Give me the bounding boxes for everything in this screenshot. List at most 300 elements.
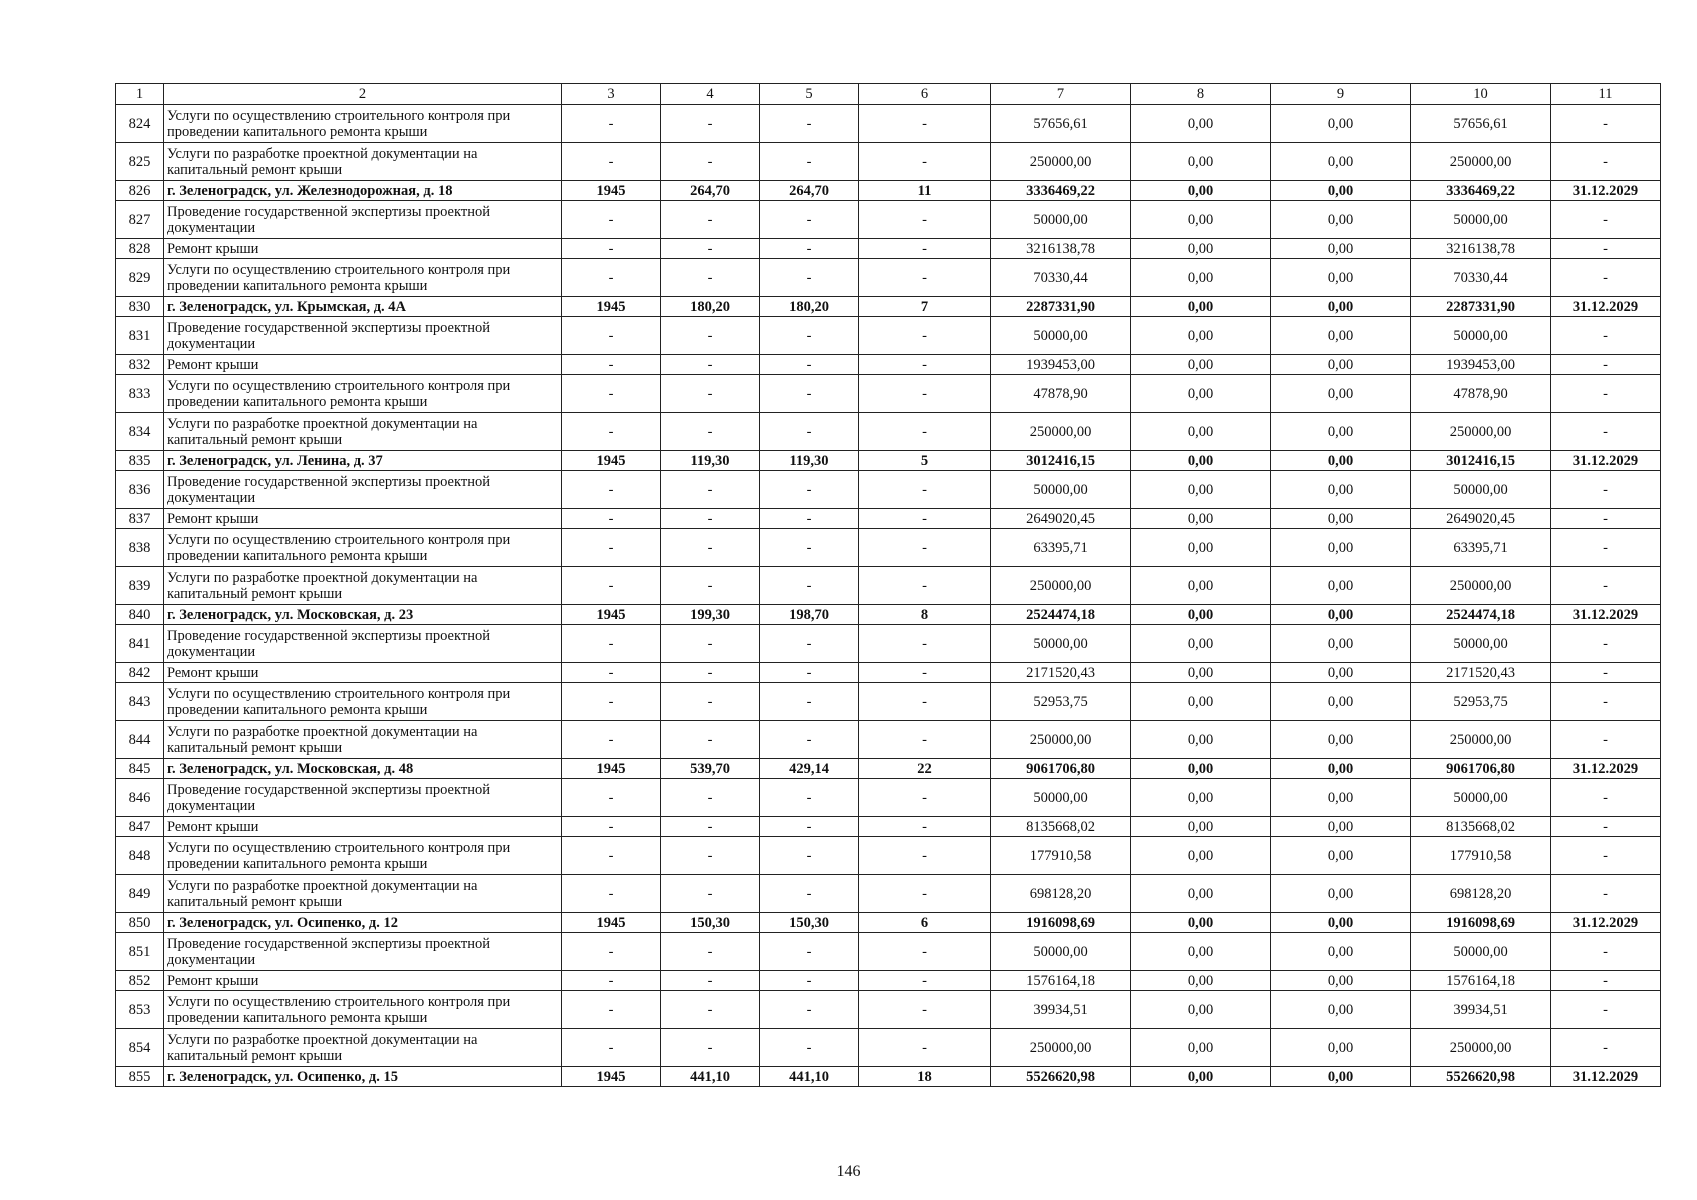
cell-deadline: 31.12.2029 <box>1551 759 1661 779</box>
column-header-area-living: 5 <box>760 84 859 105</box>
cell-year: - <box>562 105 661 143</box>
cell-area-total: - <box>661 471 760 509</box>
column-header-fund-owners: 10 <box>1411 84 1551 105</box>
cell-year: - <box>562 971 661 991</box>
cell-year: - <box>562 875 661 913</box>
work-item-row <box>116 355 1661 375</box>
cell-deadline: 31.12.2029 <box>1551 605 1661 625</box>
cell-residents: - <box>859 567 991 605</box>
cell-row-number: 838 <box>116 529 164 567</box>
cell-deadline: 31.12.2029 <box>1551 913 1661 933</box>
cell-fund-federal: 0,00 <box>1131 105 1271 143</box>
cell-area-living: - <box>760 971 859 991</box>
cell-area-living: - <box>760 875 859 913</box>
column-header-area-total: 4 <box>661 84 760 105</box>
cell-row-number: 854 <box>116 1029 164 1067</box>
cell-cost-total: 698128,20 <box>991 875 1131 913</box>
repair-plan-table <box>115 83 1661 1087</box>
cell-row-number: 843 <box>116 683 164 721</box>
cell-residents: - <box>859 529 991 567</box>
address-row <box>116 297 1661 317</box>
cell-year: 1945 <box>562 181 661 201</box>
cell-area-total: - <box>661 375 760 413</box>
cell-area-living: - <box>760 105 859 143</box>
cell-fund-regional: 0,00 <box>1271 471 1411 509</box>
cell-deadline: - <box>1551 1029 1661 1067</box>
cell-row-number: 846 <box>116 779 164 817</box>
cell-row-number: 833 <box>116 375 164 413</box>
cell-fund-owners: 2649020,45 <box>1411 509 1551 529</box>
cell-area-living: - <box>760 143 859 181</box>
address-row <box>116 181 1661 201</box>
column-number-header-row <box>116 84 1661 105</box>
cell-deadline: - <box>1551 259 1661 297</box>
cell-deadline: - <box>1551 471 1661 509</box>
cell-fund-owners: 2287331,90 <box>1411 297 1551 317</box>
cell-fund-regional: 0,00 <box>1271 259 1411 297</box>
cell-row-number: 840 <box>116 605 164 625</box>
cell-cost-total: 1576164,18 <box>991 971 1131 991</box>
cell-fund-regional: 0,00 <box>1271 297 1411 317</box>
cell-work-name: г. Зеленоградск, ул. Осипенко, д. 12 <box>164 913 562 933</box>
cell-fund-regional: 0,00 <box>1271 663 1411 683</box>
cell-cost-total: 3336469,22 <box>991 181 1131 201</box>
cell-area-total: - <box>661 991 760 1029</box>
column-header-row-number: 1 <box>116 84 164 105</box>
cell-residents: - <box>859 837 991 875</box>
cell-deadline: - <box>1551 991 1661 1029</box>
address-row <box>116 759 1661 779</box>
cell-fund-federal: 0,00 <box>1131 779 1271 817</box>
cell-cost-total: 177910,58 <box>991 837 1131 875</box>
cell-deadline: 31.12.2029 <box>1551 297 1661 317</box>
cell-fund-owners: 250000,00 <box>1411 413 1551 451</box>
cell-deadline: - <box>1551 105 1661 143</box>
cell-work-name: г. Зеленоградск, ул. Железнодорожная, д. 18 <box>164 181 562 201</box>
cell-residents: - <box>859 375 991 413</box>
cell-cost-total: 1916098,69 <box>991 913 1131 933</box>
cell-deadline: - <box>1551 837 1661 875</box>
cell-residents: - <box>859 317 991 355</box>
cell-year: - <box>562 375 661 413</box>
cell-deadline: - <box>1551 933 1661 971</box>
cell-fund-federal: 0,00 <box>1131 759 1271 779</box>
cell-year: - <box>562 529 661 567</box>
cell-work-name: Ремонт крыши <box>164 663 562 683</box>
cell-area-living: 429,14 <box>760 759 859 779</box>
cell-cost-total: 250000,00 <box>991 1029 1131 1067</box>
cell-fund-owners: 5526620,98 <box>1411 1067 1551 1087</box>
cell-row-number: 835 <box>116 451 164 471</box>
cell-row-number: 844 <box>116 721 164 759</box>
cell-row-number: 850 <box>116 913 164 933</box>
cell-deadline: - <box>1551 567 1661 605</box>
cell-work-name: Ремонт крыши <box>164 239 562 259</box>
cell-fund-owners: 63395,71 <box>1411 529 1551 567</box>
cell-area-living: 180,20 <box>760 297 859 317</box>
cell-row-number: 839 <box>116 567 164 605</box>
cell-deadline: - <box>1551 355 1661 375</box>
cell-area-total: - <box>661 509 760 529</box>
cell-residents: - <box>859 105 991 143</box>
cell-fund-owners: 50000,00 <box>1411 471 1551 509</box>
cell-area-living: - <box>760 529 859 567</box>
work-item-row <box>116 413 1661 451</box>
cell-fund-regional: 0,00 <box>1271 971 1411 991</box>
cell-residents: 6 <box>859 913 991 933</box>
cell-work-name: Проведение государственной экспертизы проектной документации <box>164 317 562 355</box>
cell-area-living: - <box>760 933 859 971</box>
cell-area-total: - <box>661 355 760 375</box>
cell-fund-owners: 50000,00 <box>1411 779 1551 817</box>
cell-work-name: Услуги по разработке проектной документации на капитальный ремонт крыши <box>164 413 562 451</box>
cell-residents: - <box>859 721 991 759</box>
cell-area-living: - <box>760 625 859 663</box>
cell-row-number: 828 <box>116 239 164 259</box>
cell-year: - <box>562 817 661 837</box>
column-header-cost-total: 7 <box>991 84 1131 105</box>
cell-work-name: Проведение государственной экспертизы проектной документации <box>164 933 562 971</box>
cell-work-name: Ремонт крыши <box>164 509 562 529</box>
address-row <box>116 451 1661 471</box>
cell-fund-regional: 0,00 <box>1271 1029 1411 1067</box>
work-item-row <box>116 529 1661 567</box>
cell-deadline: - <box>1551 663 1661 683</box>
cell-work-name: Проведение государственной экспертизы проектной документации <box>164 625 562 663</box>
cell-area-total: - <box>661 239 760 259</box>
cell-year: - <box>562 509 661 529</box>
cell-fund-federal: 0,00 <box>1131 625 1271 663</box>
cell-fund-regional: 0,00 <box>1271 355 1411 375</box>
cell-year: - <box>562 201 661 239</box>
cell-year: - <box>562 567 661 605</box>
cell-residents: - <box>859 663 991 683</box>
cell-area-total: 441,10 <box>661 1067 760 1087</box>
cell-cost-total: 2524474,18 <box>991 605 1131 625</box>
cell-area-living: 198,70 <box>760 605 859 625</box>
cell-cost-total: 250000,00 <box>991 567 1131 605</box>
cell-fund-federal: 0,00 <box>1131 375 1271 413</box>
cell-row-number: 827 <box>116 201 164 239</box>
work-item-row <box>116 683 1661 721</box>
cell-area-total: - <box>661 1029 760 1067</box>
work-item-row <box>116 817 1661 837</box>
cell-cost-total: 3012416,15 <box>991 451 1131 471</box>
cell-area-total: - <box>661 663 760 683</box>
cell-row-number: 830 <box>116 297 164 317</box>
cell-residents: - <box>859 683 991 721</box>
work-item-row <box>116 239 1661 259</box>
cell-residents: - <box>859 259 991 297</box>
cell-fund-owners: 3336469,22 <box>1411 181 1551 201</box>
cell-area-total: 119,30 <box>661 451 760 471</box>
cell-fund-federal: 0,00 <box>1131 413 1271 451</box>
cell-area-living: - <box>760 413 859 451</box>
cell-fund-federal: 0,00 <box>1131 471 1271 509</box>
cell-year: - <box>562 259 661 297</box>
cell-cost-total: 50000,00 <box>991 625 1131 663</box>
cell-deadline: - <box>1551 683 1661 721</box>
cell-area-living: - <box>760 1029 859 1067</box>
cell-work-name: Ремонт крыши <box>164 355 562 375</box>
cell-fund-regional: 0,00 <box>1271 239 1411 259</box>
cell-area-total: - <box>661 683 760 721</box>
cell-fund-regional: 0,00 <box>1271 683 1411 721</box>
work-item-row <box>116 779 1661 817</box>
column-header-deadline: 11 <box>1551 84 1661 105</box>
cell-fund-federal: 0,00 <box>1131 913 1271 933</box>
cell-residents: - <box>859 625 991 663</box>
cell-cost-total: 1939453,00 <box>991 355 1131 375</box>
cell-area-living: - <box>760 817 859 837</box>
cell-area-total: - <box>661 413 760 451</box>
cell-cost-total: 2171520,43 <box>991 663 1131 683</box>
cell-residents: - <box>859 201 991 239</box>
cell-cost-total: 39934,51 <box>991 991 1131 1029</box>
cell-deadline: - <box>1551 625 1661 663</box>
cell-deadline: - <box>1551 779 1661 817</box>
cell-residents: - <box>859 933 991 971</box>
cell-deadline: 31.12.2029 <box>1551 451 1661 471</box>
cell-row-number: 852 <box>116 971 164 991</box>
cell-fund-owners: 50000,00 <box>1411 317 1551 355</box>
cell-work-name: Услуги по осуществлению строительного контроля при проведении капитального ремонта крыши <box>164 991 562 1029</box>
cell-residents: - <box>859 355 991 375</box>
cell-deadline: - <box>1551 413 1661 451</box>
cell-area-total: - <box>661 779 760 817</box>
cell-deadline: - <box>1551 509 1661 529</box>
cell-work-name: Услуги по осуществлению строительного контроля при проведении капитального ремонта крыши <box>164 837 562 875</box>
cell-year: - <box>562 779 661 817</box>
cell-work-name: Услуги по разработке проектной документации на капитальный ремонт крыши <box>164 1029 562 1067</box>
cell-residents: 11 <box>859 181 991 201</box>
cell-fund-owners: 2524474,18 <box>1411 605 1551 625</box>
cell-work-name: Услуги по осуществлению строительного контроля при проведении капитального ремонта крыши <box>164 529 562 567</box>
cell-fund-owners: 50000,00 <box>1411 933 1551 971</box>
work-item-row <box>116 625 1661 663</box>
cell-fund-regional: 0,00 <box>1271 779 1411 817</box>
cell-row-number: 829 <box>116 259 164 297</box>
cell-fund-regional: 0,00 <box>1271 1067 1411 1087</box>
cell-deadline: - <box>1551 721 1661 759</box>
cell-area-total: - <box>661 529 760 567</box>
cell-fund-federal: 0,00 <box>1131 201 1271 239</box>
cell-fund-federal: 0,00 <box>1131 605 1271 625</box>
cell-row-number: 834 <box>116 413 164 451</box>
cell-fund-regional: 0,00 <box>1271 625 1411 663</box>
cell-cost-total: 50000,00 <box>991 471 1131 509</box>
work-item-row <box>116 201 1661 239</box>
cell-work-name: г. Зеленоградск, ул. Крымская, д. 4А <box>164 297 562 317</box>
cell-residents: - <box>859 509 991 529</box>
cell-fund-federal: 0,00 <box>1131 317 1271 355</box>
cell-residents: - <box>859 817 991 837</box>
cell-fund-owners: 1576164,18 <box>1411 971 1551 991</box>
cell-row-number: 848 <box>116 837 164 875</box>
cell-area-total: - <box>661 567 760 605</box>
cell-cost-total: 52953,75 <box>991 683 1131 721</box>
cell-year: - <box>562 355 661 375</box>
cell-fund-federal: 0,00 <box>1131 297 1271 317</box>
cell-year: 1945 <box>562 605 661 625</box>
cell-year: - <box>562 625 661 663</box>
cell-residents: - <box>859 971 991 991</box>
cell-area-total: - <box>661 817 760 837</box>
cell-area-total: 199,30 <box>661 605 760 625</box>
cell-area-total: - <box>661 201 760 239</box>
cell-deadline: - <box>1551 529 1661 567</box>
cell-residents: - <box>859 239 991 259</box>
column-header-residents: 6 <box>859 84 991 105</box>
work-item-row <box>116 991 1661 1029</box>
cell-area-total: - <box>661 143 760 181</box>
cell-work-name: г. Зеленоградск, ул. Московская, д. 48 <box>164 759 562 779</box>
cell-work-name: Услуги по осуществлению строительного контроля при проведении капитального ремонта крыши <box>164 105 562 143</box>
cell-row-number: 841 <box>116 625 164 663</box>
cell-area-total: 150,30 <box>661 913 760 933</box>
cell-cost-total: 2649020,45 <box>991 509 1131 529</box>
cell-area-living: - <box>760 509 859 529</box>
cell-area-total: - <box>661 721 760 759</box>
cell-area-living: 150,30 <box>760 913 859 933</box>
cell-deadline: - <box>1551 375 1661 413</box>
cell-work-name: Ремонт крыши <box>164 817 562 837</box>
work-item-row <box>116 875 1661 913</box>
work-item-row <box>116 663 1661 683</box>
cell-year: 1945 <box>562 451 661 471</box>
cell-fund-regional: 0,00 <box>1271 105 1411 143</box>
cell-fund-federal: 0,00 <box>1131 683 1271 721</box>
cell-fund-owners: 3012416,15 <box>1411 451 1551 471</box>
cell-work-name: Услуги по разработке проектной документации на капитальный ремонт крыши <box>164 567 562 605</box>
cell-area-living: - <box>760 239 859 259</box>
cell-deadline: - <box>1551 875 1661 913</box>
cell-fund-regional: 0,00 <box>1271 817 1411 837</box>
cell-cost-total: 8135668,02 <box>991 817 1131 837</box>
cell-area-living: 441,10 <box>760 1067 859 1087</box>
cell-work-name: г. Зеленоградск, ул. Ленина, д. 37 <box>164 451 562 471</box>
cell-residents: 7 <box>859 297 991 317</box>
cell-row-number: 849 <box>116 875 164 913</box>
cell-area-total: - <box>661 933 760 971</box>
cell-fund-regional: 0,00 <box>1271 759 1411 779</box>
cell-fund-federal: 0,00 <box>1131 509 1271 529</box>
cell-area-total: - <box>661 105 760 143</box>
cell-cost-total: 50000,00 <box>991 933 1131 971</box>
cell-cost-total: 50000,00 <box>991 779 1131 817</box>
work-item-row <box>116 143 1661 181</box>
cell-fund-federal: 0,00 <box>1131 875 1271 913</box>
cell-fund-regional: 0,00 <box>1271 201 1411 239</box>
cell-area-living: - <box>760 259 859 297</box>
cell-row-number: 837 <box>116 509 164 529</box>
cell-fund-regional: 0,00 <box>1271 451 1411 471</box>
cell-fund-federal: 0,00 <box>1131 355 1271 375</box>
cell-fund-federal: 0,00 <box>1131 259 1271 297</box>
cell-year: - <box>562 933 661 971</box>
address-row <box>116 1067 1661 1087</box>
cell-area-living: - <box>760 375 859 413</box>
cell-cost-total: 9061706,80 <box>991 759 1131 779</box>
work-item-row <box>116 509 1661 529</box>
cell-fund-federal: 0,00 <box>1131 991 1271 1029</box>
cell-fund-owners: 250000,00 <box>1411 721 1551 759</box>
cell-fund-regional: 0,00 <box>1271 567 1411 605</box>
work-item-row <box>116 259 1661 297</box>
cell-row-number: 836 <box>116 471 164 509</box>
cell-work-name: Проведение государственной экспертизы проектной документации <box>164 471 562 509</box>
cell-fund-owners: 1939453,00 <box>1411 355 1551 375</box>
cell-residents: 18 <box>859 1067 991 1087</box>
cell-residents: 8 <box>859 605 991 625</box>
cell-row-number: 824 <box>116 105 164 143</box>
cell-cost-total: 63395,71 <box>991 529 1131 567</box>
cell-year: - <box>562 837 661 875</box>
cell-fund-federal: 0,00 <box>1131 971 1271 991</box>
cell-area-living: - <box>760 991 859 1029</box>
cell-year: - <box>562 683 661 721</box>
cell-residents: - <box>859 1029 991 1067</box>
cell-year: - <box>562 239 661 259</box>
cell-cost-total: 250000,00 <box>991 413 1131 451</box>
cell-residents: - <box>859 413 991 451</box>
cell-fund-regional: 0,00 <box>1271 529 1411 567</box>
cell-work-name: Услуги по разработке проектной документации на капитальный ремонт крыши <box>164 721 562 759</box>
cell-deadline: - <box>1551 971 1661 991</box>
cell-row-number: 853 <box>116 991 164 1029</box>
work-item-row <box>116 837 1661 875</box>
cell-area-total: 539,70 <box>661 759 760 779</box>
cell-cost-total: 3216138,78 <box>991 239 1131 259</box>
column-header-fund-federal: 8 <box>1131 84 1271 105</box>
work-item-row <box>116 721 1661 759</box>
cell-area-living: - <box>760 779 859 817</box>
cell-fund-owners: 50000,00 <box>1411 625 1551 663</box>
work-item-row <box>116 317 1661 355</box>
cell-row-number: 825 <box>116 143 164 181</box>
cell-deadline: - <box>1551 817 1661 837</box>
cell-area-total: - <box>661 625 760 663</box>
cell-fund-owners: 177910,58 <box>1411 837 1551 875</box>
cell-cost-total: 57656,61 <box>991 105 1131 143</box>
cell-work-name: Проведение государственной экспертизы проектной документации <box>164 201 562 239</box>
work-item-row <box>116 471 1661 509</box>
cell-fund-regional: 0,00 <box>1271 143 1411 181</box>
cell-fund-federal: 0,00 <box>1131 1029 1271 1067</box>
cell-cost-total: 70330,44 <box>991 259 1131 297</box>
work-item-row <box>116 567 1661 605</box>
cell-residents: - <box>859 875 991 913</box>
cell-fund-owners: 9061706,80 <box>1411 759 1551 779</box>
cell-row-number: 851 <box>116 933 164 971</box>
cell-area-living: - <box>760 317 859 355</box>
cell-year: - <box>562 317 661 355</box>
cell-area-living: 119,30 <box>760 451 859 471</box>
cell-year: 1945 <box>562 297 661 317</box>
cell-area-living: 264,70 <box>760 181 859 201</box>
cell-area-living: - <box>760 471 859 509</box>
cell-fund-owners: 2171520,43 <box>1411 663 1551 683</box>
cell-residents: - <box>859 471 991 509</box>
cell-work-name: г. Зеленоградск, ул. Московская, д. 23 <box>164 605 562 625</box>
cell-year: - <box>562 1029 661 1067</box>
cell-fund-owners: 47878,90 <box>1411 375 1551 413</box>
cell-fund-federal: 0,00 <box>1131 933 1271 971</box>
cell-deadline: 31.12.2029 <box>1551 181 1661 201</box>
cell-fund-owners: 250000,00 <box>1411 1029 1551 1067</box>
cell-area-total: - <box>661 259 760 297</box>
cell-year: - <box>562 413 661 451</box>
